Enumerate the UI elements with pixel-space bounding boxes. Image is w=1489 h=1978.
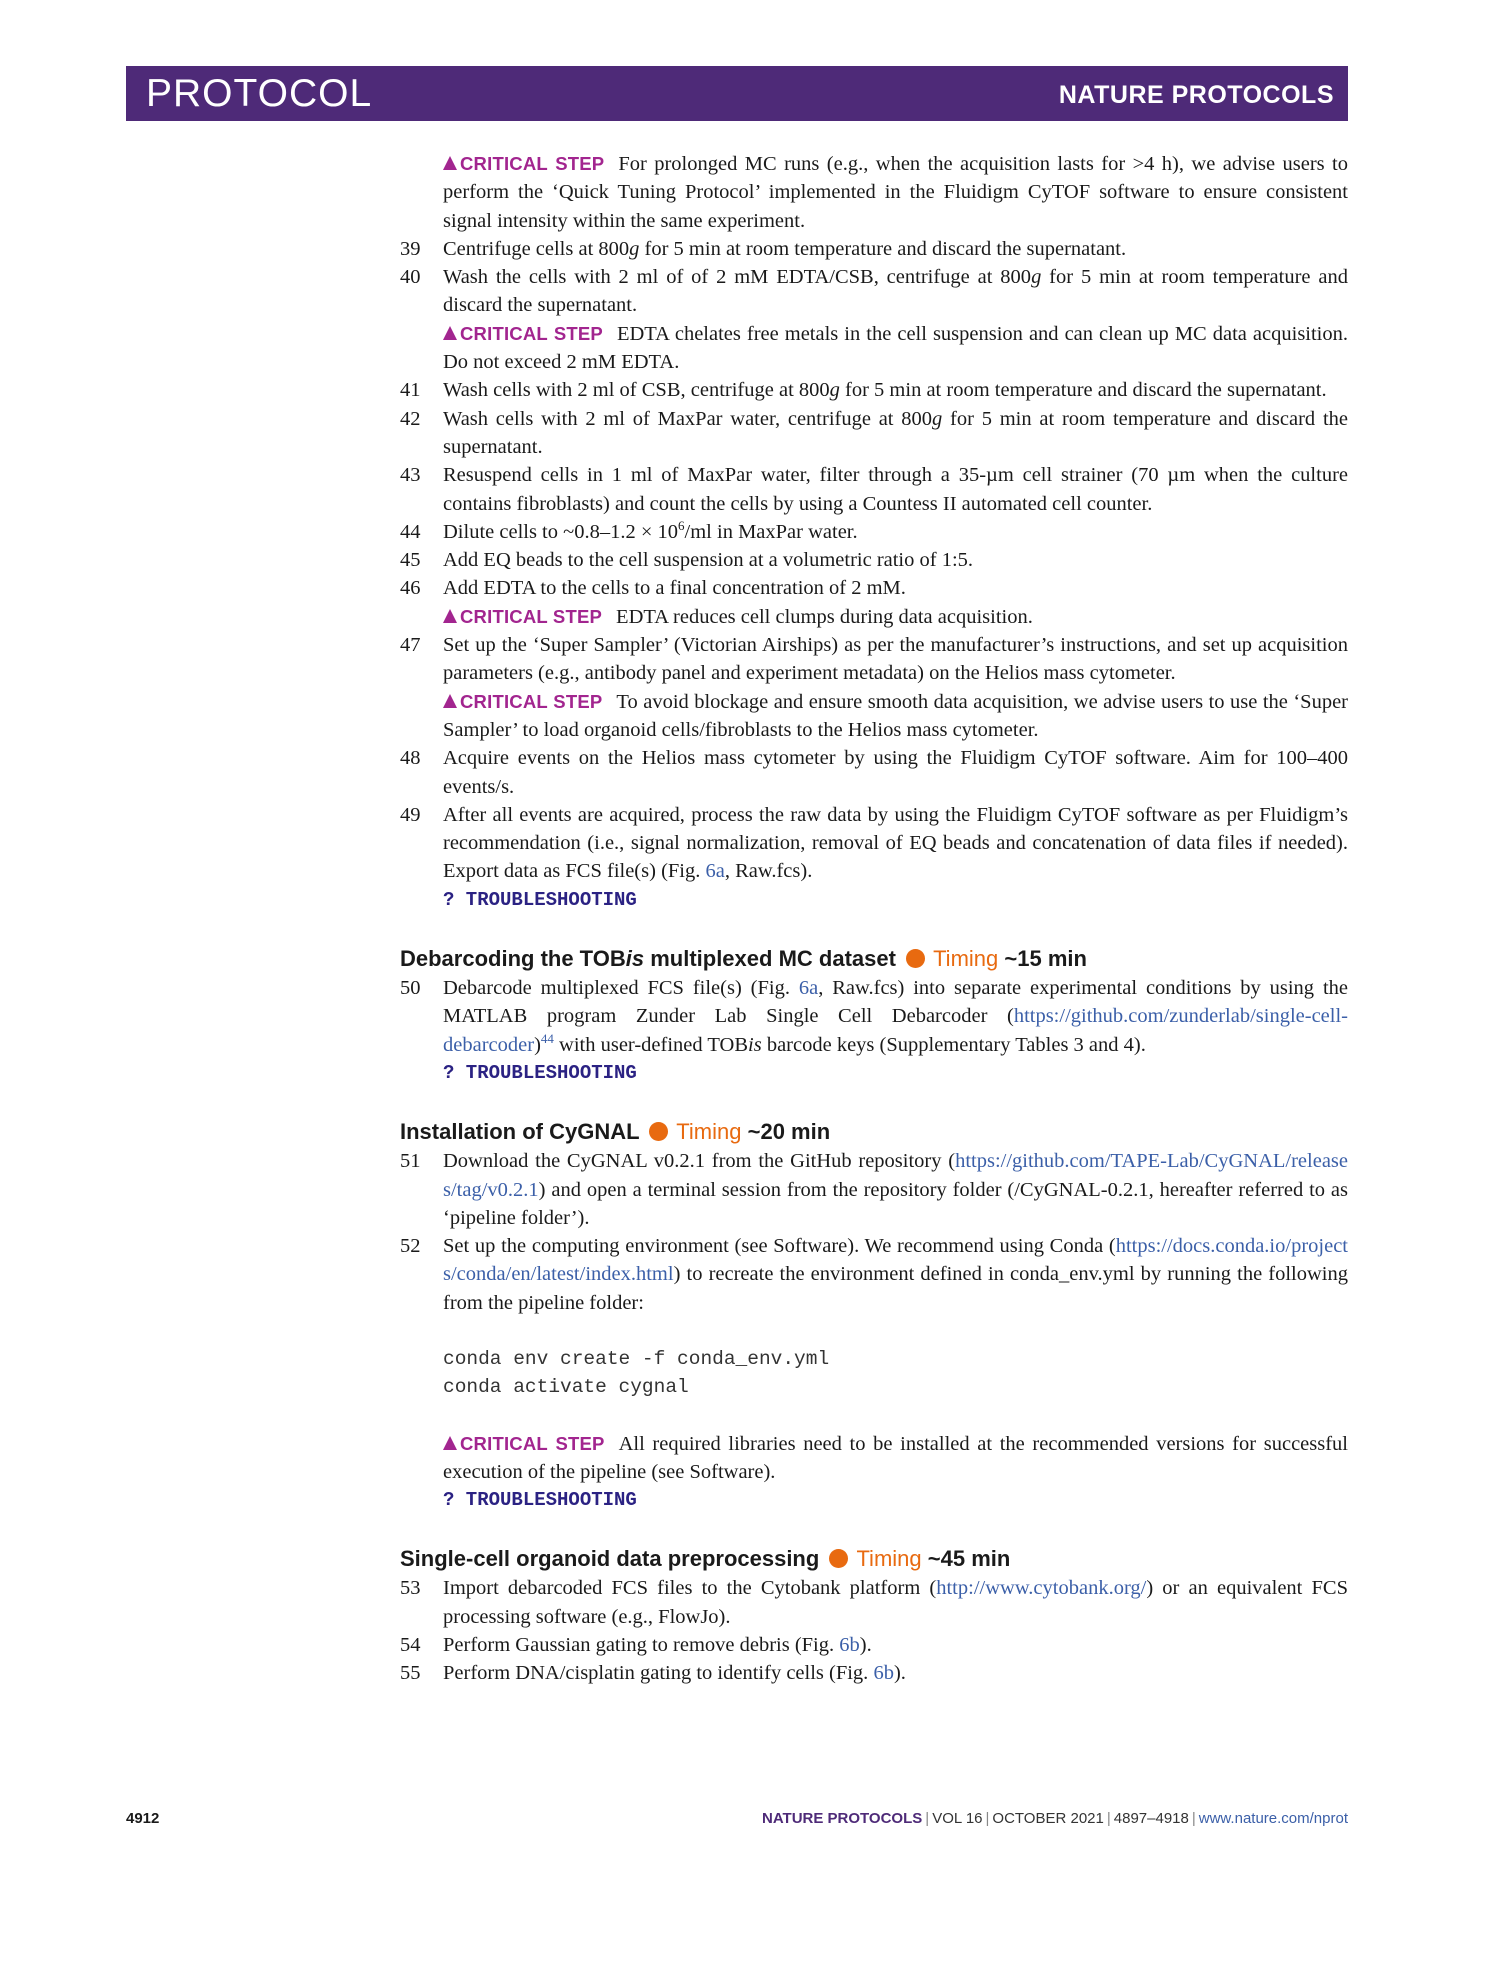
step-43: 43 Resuspend cells in 1 ml of MaxPar water, filter through a 35-µm cell strainer (70 µm when the culture contains fibroblasts) and count the cells by using a Countess II automated cell counter. — [400, 464, 1348, 515]
step-52: 52 Set up the computing environment (see Software). We recommend using Conda (https://docs.conda.io/projects/conda/en/latest/index.html) to recreate the environment defined in conda_env.yml by running the following from the pipeline folder: — [400, 1235, 1348, 1314]
step-50: 50 Debarcode multiplexed FCS file(s) (Fig. 6a, Raw.fcs) into separate experimental conditions by using the MATLAB program Zunder Lab Single Cell Debarcoder (https://github.com/zunderlab/single-cell-debarcoder)$^{44}$ with user-defined TOBis barcode keys (Supplementary Tables 3 and 4). — [400, 977, 1348, 1056]
step-44: 44 Dilute cells to ~0.8–1.2 × $10^6/ml$ in MaxPar water. — [400, 518, 858, 543]
step-47: 47 Set up the ‘Super Sampler’ (Victorian Airships) as per the manufacturer’s instructions, and set up acquisition parameters (e.g., antibody panel and experiment metadata) on the Helios mass cytometer. — [400, 634, 1348, 685]
section-heading-preprocessing: Single-cell organoid data preprocessing Timing ~45 min — [400, 1546, 1011, 1572]
journal-name-header: NATURE PROTOCOLS — [1058, 81, 1334, 109]
troubleshooting-link[interactable]: ? TROUBLESHOOTING — [443, 1061, 637, 1084]
section-heading-installation: Installation of CyGNAL Timing ~20 min — [400, 1119, 831, 1145]
step-53: 53 Import debarcoded FCS files to the Cytobank platform (http://www.cytobank.org/) or an equivalent FCS processing software (e.g., FlowJo). — [400, 1577, 1348, 1628]
figure-link[interactable]: 6b — [839, 1634, 860, 1657]
step-48: 48 Acquire events on the Helios mass cytometer by using the Fluidigm CyTOF software. Aim for 100–400 events/s. — [400, 747, 1348, 798]
figure-link[interactable]: 6a — [705, 860, 725, 883]
url-link[interactable]: http://www.cytobank.org/ — [936, 1577, 1147, 1600]
section-type-label: PROTOCOL — [146, 72, 373, 115]
reference-link[interactable]: 44 — [540, 1030, 554, 1046]
critical-step: CRITICAL STEP All required libraries need to be installed at the recommended versions for successful execution of the pipeline (see Software). — [443, 1432, 1348, 1483]
step-42: 42 Wash cells with 2 ml of MaxPar water, centrifuge at 800g for 5 min at room temperature and discard the supernatant. — [400, 407, 1348, 458]
figure-link[interactable]: 6a — [798, 977, 819, 1000]
code-block: conda env create -f conda_env.yml conda activate cygnal — [443, 1347, 830, 1399]
page-number: 4912 — [126, 1810, 160, 1827]
step-55: 55 Perform DNA/cisplatin gating to identify cells (Fig. 6b). — [400, 1662, 906, 1685]
warning-triangle-icon — [443, 694, 457, 708]
journal-url-link[interactable]: www.nature.com/nprot — [1198, 1810, 1348, 1827]
critical-step: CRITICAL STEP To avoid blockage and ensure smooth data acquisition, we advise users to use the ‘Super Sampler’ to load organoid cells/fibroblasts to the Helios mass cytometer. — [443, 690, 1349, 741]
section-heading-debarcoding: Debarcoding the TOBis multiplexed MC dataset Timing ~15 min — [400, 946, 1087, 972]
critical-step: CRITICAL STEP EDTA chelates free metals in the cell suspension and can clean up MC data acquisition. Do not exceed 2 mM EDTA. — [443, 322, 1349, 374]
step-39: 39 Centrifuge cells at 800g for 5 min at room temperature and discard the supernatant. — [400, 237, 1127, 260]
warning-triangle-icon — [443, 326, 457, 340]
step-49: 49 After all events are acquired, process the raw data by using the Fluidigm CyTOF software as per Fluidigm’s recommendation (i.e., signal normalization, removal of EQ beads and concatenation of data files if needed). Export data as FCS file(s) (Fig. 6a, Raw.fcs). — [400, 803, 1348, 883]
main-column — [400, 150, 1348, 1688]
critical-step: CRITICAL STEP EDTA reduces cell clumps during data acquisition. — [400, 603, 1348, 631]
footer-citation: NATURE PROTOCOLS | VOL 16 | OCTOBER 2021 | 4897–4918 | www.nature.com/nprot — [761, 1810, 1348, 1827]
timing-dot-icon — [649, 1122, 668, 1141]
step-40: 40 Wash the cells with 2 ml of of 2 mM EDTA/CSB, centrifuge at 800g for 5 min at room temperature and discard the supernatant. — [400, 266, 1348, 317]
warning-triangle-icon — [443, 1436, 457, 1450]
step-51: 51 Download the CyGNAL v0.2.1 from the GitHub repository (https://github.com/TAPE-Lab/CyGNAL/releases/tag/v0.2.1) and open a terminal session from the repository folder (/CyGNAL-0.2.1, hereafter referred to as ‘pipeline folder’). — [400, 1150, 1348, 1229]
timing-dot-icon — [829, 1549, 848, 1568]
warning-triangle-icon — [443, 156, 457, 170]
url-link[interactable]: https://github.com/TAPE-Lab/CyGNAL/releases/tag/v0.2.1 — [443, 1150, 1348, 1201]
figure-link[interactable]: 6b — [873, 1662, 894, 1685]
url-link[interactable]: https://github.com/zunderlab/single-cell-debarcoder — [443, 1005, 1348, 1056]
critical-step: CRITICAL STEP For prolonged MC runs (e.g., when the acquisition lasts for >4 h), we advise users to perform the ‘Quick Tuning Protocol’ implemented in the Fluidigm CyTOF software to ensure consistent signal intensity within the same experiment. — [443, 153, 1348, 232]
timing-dot-icon — [906, 949, 925, 968]
step-54: 54 Perform Gaussian gating to remove debris (Fig. 6b). — [400, 1634, 872, 1657]
warning-triangle-icon — [443, 609, 457, 623]
step-46: 46 Add EDTA to the cells to a final concentration of 2 mM. — [400, 577, 906, 600]
step-45: 45 Add EQ beads to the cell suspension at a volumetric ratio of 1:5. — [400, 549, 974, 572]
troubleshooting-link[interactable]: ? TROUBLESHOOTING — [443, 888, 637, 911]
step-41: 41 Wash cells with 2 ml of CSB, centrifuge at 800g for 5 min at room temperature and discard the supernatant. — [400, 379, 1327, 402]
troubleshooting-link[interactable]: ? TROUBLESHOOTING — [443, 1489, 637, 1512]
url-link[interactable]: https://docs.conda.io/projects/conda/en/latest/index.html — [443, 1235, 1348, 1286]
header-banner — [126, 66, 1348, 121]
